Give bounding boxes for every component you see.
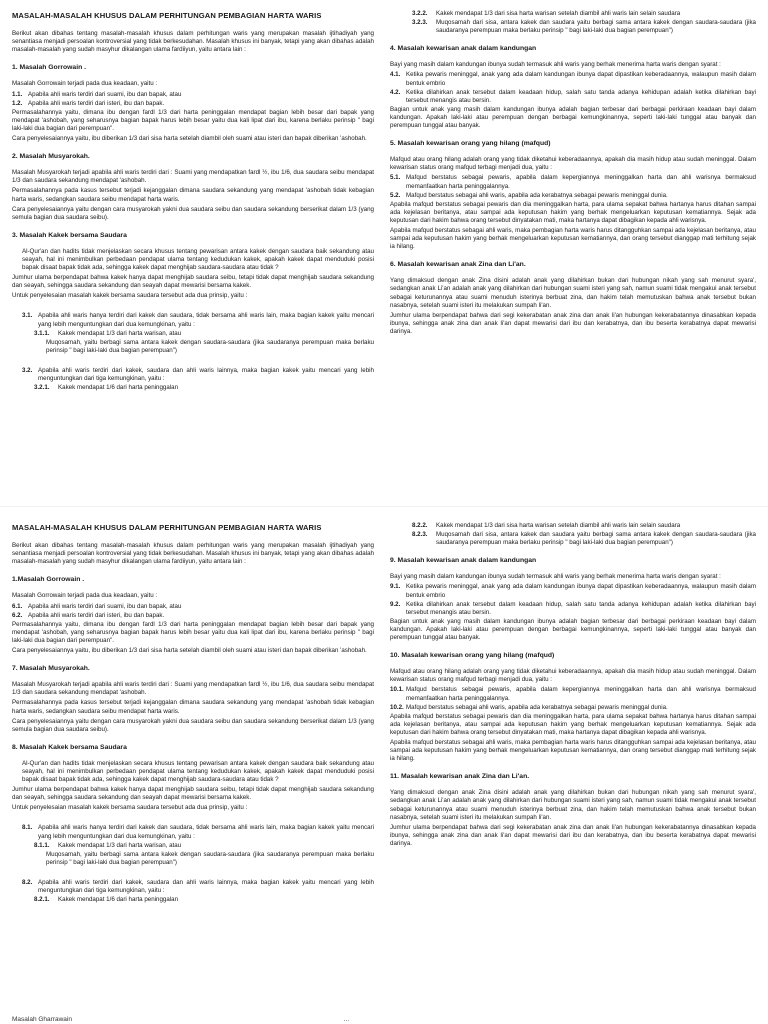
musyarokah-body: Permasalahannya pada kasus tersebut terjadi kejanggalan dimana saudara sekandung yang mendapat 'ashobah tidak kebagian harta waris, sedangkan saudara seibu mendapat harta waris. bbox=[12, 699, 374, 715]
list-text: Mafqud berstatus sebagai ahli waris, apabila ada kerabatnya sebagai pewaris meninggal dunia. bbox=[406, 703, 668, 711]
list-item bbox=[12, 100, 374, 108]
gorrowain-lead: Masalah Gorrowain terjadi pada dua keadaan, yaitu : bbox=[12, 80, 158, 88]
list-marker: 4.1. bbox=[390, 71, 401, 79]
list-item bbox=[12, 842, 374, 850]
kakek-b311b: Muqosamah, yaitu berbagi sama antara kakek dengan saudara-saudara (jika saudaranya perempuan maka berlaku perinsip " bagi laki-laki dua bagian perempuan") bbox=[46, 850, 374, 866]
list-item bbox=[12, 824, 374, 840]
mafqud-body2: Apabila mafqud berstatus sebagai ahli waris, maka pembagian harta waris harus ditangguhkan sampai ada kejelasan beritanya, atau sampai ada keputusan hakim yang berhak mengeluarkan keputusan kematiannya, dan orang tersebut dianggap mati terhitung sejak ia hilang. bbox=[390, 226, 756, 251]
list-text: Kakek mendapat 1/6 dari harta peninggalan bbox=[58, 896, 179, 904]
list-text: Mafqud berstatus sebagai pewaris, apabila dalam kepergiannya meninggalkan harta dan ahli warisnya bermaksud memanfaatkan harta peninggalannya. bbox=[406, 686, 756, 702]
list-item bbox=[390, 522, 756, 530]
list-marker: 8.2.1. bbox=[34, 896, 50, 904]
list-item bbox=[390, 583, 756, 599]
list-text: Apabila ahli waris terdiri dari suami, ibu dan bapak, atau bbox=[28, 602, 182, 610]
list-marker: 3.2. bbox=[22, 366, 33, 374]
list-text: Ketika dilahirkan anak tersebut dalam keadaan hidup, salah satu tanda adanya kehidupan adalah ketika dilahirkan bayi tersebut menangis atau bersin. bbox=[406, 600, 756, 616]
list-text: Ketika pewaris meninggal, anak yang ada dalam kandungan ibunya dapat dipastikan keberadaannya, walaupun masih dalam bentuk embrio bbox=[406, 583, 756, 599]
gorrowain-cara: Cara penyelesaiannya yaitu, ibu diberikan 1/3 dari sisa harta setelah diambil oleh suami atau isteri dan bapak diberikan 'ashobah. bbox=[12, 135, 367, 143]
footer-right-text: ... bbox=[343, 1016, 350, 1023]
kakek-b311b: Muqosamah, yaitu berbagi sama antara kakek dengan saudara-saudara (jika saudaranya perempuan maka berlaku perinsip " bagi laki-laki dua bagian perempuan") bbox=[46, 338, 374, 354]
list-marker: 4.2. bbox=[390, 88, 401, 96]
list-text: Apabila ahli waris hanya terdiri dari kakek dan saudara, tidak bersama ahli waris lain, maka bagian kakek yaitu mencari yang lebih menguntungkan dari dua kemungkinan, yaitu : bbox=[38, 312, 374, 328]
list-item bbox=[390, 71, 756, 87]
list-text: Apabila ahli waris terdiri dari isteri, ibu dan bapak. bbox=[28, 611, 165, 619]
footer-left-text: Masalah Gharrawain bbox=[12, 1016, 72, 1023]
list-item bbox=[390, 704, 756, 712]
section-heading-gorrowain: 1.Masalah Gorrowain . bbox=[12, 576, 85, 584]
musyarokah-lead: Masalah Musyarokah terjadi apabila ahli waris terdiri dari : Suami yang mendapatkan fardl ½, ibu 1/6, dua saudara seibu mendapat 1/3 dan saudara sekandung mendapat 'ashobah. bbox=[12, 681, 374, 697]
list-marker: 8.2.3. bbox=[412, 531, 428, 539]
list-text: Apabila ahli waris terdiri dari kakek, saudara dan ahli waris lainnya, maka bagian kakek yaitu mencari yang lebih menguntungkan dari tiga kemungkinan, yaitu : bbox=[38, 878, 374, 894]
list-item bbox=[12, 367, 374, 383]
left-column bbox=[12, 512, 374, 905]
footer bbox=[12, 1016, 756, 1023]
list-text: Kakek mendapat 1/3 dari sisa harta warisan setelah diambil ahli waris lain selain saudara bbox=[436, 522, 681, 529]
mafqud-body1: Apabila mafqud berstatus sebagai pewaris dan dia meninggalkan harta, para ulama sepakat bahwa hartanya harus ditahan sampai ada kejelasan beritanya, atau sampai ada keputusan hakim yang berhak mengeluarkan keputusan kematiannya. Sejak ada keputusan dari hakim bahwa orang tersebut dinyatakan mati, maka hartanya dapat dibagikan kepada ahli warisnya. bbox=[390, 712, 756, 736]
list-item bbox=[390, 601, 756, 617]
kandungan-lead: Bayi yang masih dalam kandungan ibunya sudah termasuk ahli waris yang berhak menerima harta waris dengan syarat : bbox=[390, 573, 721, 581]
mafqud-body1: Apabila mafqud berstatus sebagai pewaris dan dia meninggalkan harta, para ulama sepakat bahwa hartanya harus ditahan sampai ada kejelasan beritanya, atau sampai ada keputusan hakim yang berhak mengeluarkan keputusan kematiannya. Sejak ada keputusan dari hakim bahwa orang tersebut dinyatakan mati, maka hartanya dapat dibagikan kepada ahli warisnya. bbox=[390, 200, 756, 224]
list-marker: 3.2.2. bbox=[412, 10, 428, 17]
list-marker: 8.1. bbox=[22, 824, 33, 832]
list-item bbox=[12, 384, 374, 392]
list-marker: 8.1.1. bbox=[34, 841, 50, 849]
section-heading-mafqud: 10. Masalah kewarisan orang yang hilang (mafqud) bbox=[390, 652, 555, 660]
list-marker: 5.1. bbox=[390, 174, 401, 182]
section-heading-gorrowain: 1. Masalah Gorrowain . bbox=[12, 64, 87, 72]
right-column bbox=[390, 0, 756, 338]
list-text: Mafqud berstatus sebagai ahli waris, apabila ada kerabatnya sebagai pewaris meninggal dunia. bbox=[406, 191, 668, 199]
section-heading-zina: 11. Masalah kewarisan anak Zina dan Li'an. bbox=[390, 773, 530, 781]
left-column bbox=[12, 0, 374, 393]
kakek-lead: Al-Qur'an dan hadits tidak menjelaskan secara khusus tentang pewarisan antara kakek dengan saudara baik sekandung atau seayah, hal ini menimbulkan perbedaan pendapat ulama tentang kedudukan kakek, apakah kakek dapat menduduki posisi bapak disaat bapak tidak ada, sehingga kakek dapat menghijab saudara-saudara atau tidak ? bbox=[22, 247, 374, 272]
list-item bbox=[12, 896, 374, 904]
document-page-1 bbox=[0, 0, 768, 500]
list-marker: 9.2. bbox=[390, 600, 401, 608]
gorrowain-cara: Cara penyelesaiannya yaitu, ibu diberikan 1/3 dari sisa harta setelah diambil oleh suami atau isteri dan bapak diberikan 'ashobah. bbox=[12, 647, 367, 655]
list-marker: 3.1.1. bbox=[34, 329, 50, 337]
list-marker: 6.1. bbox=[12, 602, 23, 610]
page-divider bbox=[0, 506, 768, 507]
list-marker: 3.1. bbox=[22, 312, 33, 320]
list-item bbox=[12, 312, 374, 328]
intro-paragraph: Berikut akan dibahas tentang masalah-masalah khusus dalam perhitungan waris yang merupakan masalah ijtihadiyah yang senantiasa menjadi persoalan kontroversial yang tidak berkesudahan. Masalah khusus ini banyak, tetapi yang akan dibahas adalah masalah-masalah yang sudah masyhur dikalangan ulama fardiiyun, yaitu antara lain : bbox=[12, 30, 374, 54]
kakek-untuk: Untuk penyelesaian masalah kakek bersama saudara tersebut ada dua prinsip, yaitu : bbox=[12, 292, 248, 300]
kandungan-body: Bagian untuk anak yang masih dalam kandungan ibunya adalah bagian terbesar dari berbagai perkiraan keadaan bayi dalam kandungan. Apakah laki-laki atau perempuan dengan berbagai kemungkinannya, seperti laki-laki tunggal atau banyak dan perempuan tunggal atau banyak. bbox=[390, 105, 756, 130]
list-marker: 10.1. bbox=[390, 686, 404, 694]
list-item bbox=[390, 174, 756, 190]
page-title: MASALAH-MASALAH KHUSUS DALAM PERHITUNGAN PEMBAGIAN HARTA WARIS bbox=[12, 11, 322, 20]
section-heading-zina: 6. Masalah kewarisan anak Zina dan Li'an. bbox=[390, 261, 526, 269]
list-text: Kakek mendapat 1/3 dari sisa harta warisan setelah diambil ahli waris lain selain saudara bbox=[436, 10, 681, 17]
section-heading-kakek: 8. Masalah Kakek bersama Saudara bbox=[12, 743, 127, 751]
list-item bbox=[12, 91, 374, 99]
list-marker: 3.2.1. bbox=[34, 384, 50, 392]
list-marker: 5.2. bbox=[390, 191, 401, 199]
list-text: Kakek mendapat 1/3 dari harta warisan, atau bbox=[58, 841, 182, 849]
kakek-lead: Al-Qur'an dan hadits tidak menjelaskan secara khusus tentang pewarisan antara kakek dengan saudara baik sekandung atau seayah, hal ini menimbulkan perbedaan pendapat ulama tentang kedudukan kakek, apakah kakek dapat menduduki posisi bapak disaat bapak tidak ada, sehingga kakek dapat menghijab saudara-saudara atau tidak ? bbox=[22, 759, 374, 784]
zina-body: Jumhur ulama berpendapat bahwa dari segi kekerabatan anak zina dan anak li'an hubungan kekerabatannya dinasabkan kepada ibunya, sehingga anak zina dan anak li'an dapat mewarisi dari ibu dan kerabatnya, dan ibu beserta kerabatnya dapat mewarisi darinya. bbox=[390, 311, 756, 335]
list-text: Ketika dilahirkan anak tersebut dalam keadaan hidup, salah satu tanda adanya kehidupan adalah ketika dilahirkan bayi tersebut menangis atau bersin. bbox=[406, 88, 756, 104]
list-marker: 8.2.2. bbox=[412, 522, 428, 529]
list-item bbox=[390, 686, 756, 702]
section-heading-musyarokah: 7. Masalah Musyarokah. bbox=[12, 665, 90, 673]
list-text: Apabila ahli waris hanya terdiri dari kakek dan saudara, tidak bersama ahli waris lain, maka bagian kakek yaitu mencari yang lebih menguntungkan dari dua kemungkinan, yaitu : bbox=[38, 824, 374, 840]
list-marker: 9.1. bbox=[390, 583, 401, 591]
list-text: Muqosamah dari sisa, antara kakek dan saudara yaitu berbagi sama antara kakek dengan saudara-saudara (jika saudaranya perempuan maka berlaku perinsip " bagi laki-laki dua bagian perempuan") bbox=[436, 531, 756, 547]
intro-paragraph: Berikut akan dibahas tentang masalah-masalah khusus dalam perhitungan waris yang merupakan masalah ijtihadiyah yang senantiasa menjadi persoalan kontroversial yang tidak berkesudahan. Masalah khusus ini banyak, tetapi yang akan dibahas adalah masalah-masalah yang sudah masyhur dikalangan ulama fardiiyun, yaitu antara lain : bbox=[12, 542, 374, 566]
list-item bbox=[390, 531, 756, 547]
list-item bbox=[12, 603, 374, 611]
list-marker: 8.2. bbox=[22, 878, 33, 886]
list-marker: 1.2. bbox=[12, 99, 23, 107]
page-title: MASALAH-MASALAH KHUSUS DALAM PERHITUNGAN PEMBAGIAN HARTA WARIS bbox=[12, 523, 322, 532]
gorrowain-body: Permasalahannya yaitu, dimana ibu dengan fardl 1/3 dari harta peninggalan mendapat bagian lebih besar dari bapak yang mendapat 'ashobah, yang seharusnya bagian bapak harus lebih besar yaitu dua kali lipat dari ibu, karena berlaku perinsip " bagi laki-laki dua bagian dari perempuan". bbox=[12, 620, 374, 644]
list-text: Muqosamah dari sisa, antara kakek dan saudara yaitu berbagi sama antara kakek dengan saudara-saudara (jika saudaranya perempuan maka berlaku perinsip " bagi laki-laki dua bagian perempuan") bbox=[436, 19, 756, 35]
section-heading-kandungan: 9. Masalah kewarisan anak dalam kandungan bbox=[390, 557, 537, 565]
gorrowain-body: Permasalahannya yaitu, dimana ibu dengan fardl 1/3 dari harta peninggalan mendapat bagian lebih besar dari bapak yang mendapat 'ashobah, yang seharusnya bagian bapak harus lebih besar yaitu dua kali lipat dari ibu, karena berlaku perinsip " bagi laki-laki dua bagian dari perempuan". bbox=[12, 108, 374, 132]
list-text: Kakek mendapat 1/6 dari harta peninggalan bbox=[58, 384, 179, 392]
list-text: Apabila ahli waris terdiri dari suami, ibu dan bapak, atau bbox=[28, 90, 182, 98]
gorrowain-lead: Masalah Gorrowain terjadi pada dua keadaan, yaitu : bbox=[12, 592, 158, 600]
musyarokah-body: Permasalahannya pada kasus tersebut terjadi kejanggalan dimana saudara sekandung yang mendapat 'ashobah tidak kebagian harta waris, sedangkan saudara seibu mendapat harta waris. bbox=[12, 187, 374, 203]
section-heading-musyarokah: 2. Masalah Musyarokah. bbox=[12, 153, 90, 161]
musyarokah-cara: Cara penyelesaiannya yaitu dengan cara musyarokah yakni dua saudara seibu dan saudara sekandung berserikat dalam 1/3 (yang semula bagian dua saudara seibu). bbox=[12, 205, 374, 221]
mafqud-lead: Mafqud atau orang hilang adalah orang yang tidak diketahui keberadaannya, apakah dia masih hidup atau sudah meninggal. Dalam kewarisan status orang mafqud terbagi menjadi dua, yaitu : bbox=[390, 668, 756, 684]
section-heading-kakek: 3. Masalah Kakek bersama Saudara bbox=[12, 231, 127, 239]
list-item bbox=[390, 89, 756, 105]
list-marker: 6.2. bbox=[12, 611, 23, 619]
right-column bbox=[390, 512, 756, 850]
document-page-2 bbox=[0, 512, 768, 1012]
list-text: Mafqud berstatus sebagai pewaris, apabila dalam kepergiannya meninggalkan harta dan ahli warisnya bermaksud memanfaatkan harta peninggalannya. bbox=[406, 174, 756, 190]
section-heading-mafqud: 5. Masalah kewarisan orang yang hilang (mafqud) bbox=[390, 140, 551, 148]
list-item bbox=[390, 19, 756, 35]
list-item bbox=[390, 10, 756, 18]
list-text: Ketika pewaris meninggal, anak yang ada dalam kandungan ibunya dapat dipastikan keberadaannya, walaupun masih dalam bentuk embrio bbox=[406, 71, 756, 87]
mafqud-lead: Mafqud atau orang hilang adalah orang yang tidak diketahui keberadaannya, apakah dia masih hidup atau sudah meninggal. Dalam kewarisan status orang mafqud terbagi menjadi dua, yaitu : bbox=[390, 156, 756, 172]
section-heading-kandungan: 4. Masalah kewarisan anak dalam kandungan bbox=[390, 45, 537, 53]
list-item bbox=[12, 330, 374, 338]
list-text: Kakek mendapat 1/3 dari harta warisan, atau bbox=[58, 329, 182, 337]
zina-body: Jumhur ulama berpendapat bahwa dari segi kekerabatan anak zina dan anak li'an hubungan kekerabatannya dinasabkan kepada ibunya, sehingga anak zina dan anak li'an dapat mewarisi dari ibu dan kerabatnya, dan ibu beserta kerabatnya dapat mewarisi darinya. bbox=[390, 823, 756, 847]
list-marker: 10.2. bbox=[390, 703, 404, 711]
list-text: Apabila ahli waris terdiri dari kakek, saudara dan ahli waris lainnya, maka bagian kakek yaitu mencari yang lebih menguntungkan dari tiga kemungkinan, yaitu : bbox=[38, 366, 374, 382]
list-item bbox=[12, 612, 374, 620]
zina-lead: Yang dimaksud dengan anak Zina disini adalah anak yang dilahirkan bukan dari hubungan nikah yang sah menurut syara', sedangkan anak Li'an adalah anak yang dilahirkan dari hubungan suami isteri yang sah, namun suami tidak mengakui anak tersebut sebagai keturunannya atau suami menuduh isterinya berbuat zina, dan hakim telah memutuskan bahwa anak tersebut bukan nasabnya, setelah suami isteri itu melakukan sumpah li'an. bbox=[390, 277, 756, 309]
list-item bbox=[12, 879, 374, 895]
kakek-jumhur: Jumhur ulama berpendapat bahwa kakek hanya dapat menghijab saudara seibu, tetapi tidak dapat menghijab saudara sekandung dan seayah, sehingga saudara sekandung dan seayah dapat mewarisi bersama kakek. bbox=[12, 274, 374, 290]
list-marker: 1.1. bbox=[12, 90, 23, 98]
kandungan-lead: Bayi yang masih dalam kandungan ibunya sudah termasuk ahli waris yang berhak menerima harta waris dengan syarat : bbox=[390, 61, 721, 69]
musyarokah-lead: Masalah Musyarokah terjadi apabila ahli waris terdiri dari : Suami yang mendapatkan fardl ½, ibu 1/6, dua saudara seibu mendapat 1/3 dan saudara sekandung mendapat 'ashobah. bbox=[12, 169, 374, 185]
kakek-jumhur: Jumhur ulama berpendapat bahwa kakek hanya dapat menghijab saudara seibu, tetapi tidak dapat menghijab saudara sekandung dan seayah, sehingga saudara sekandung dan seayah dapat mewarisi bersama kakek. bbox=[12, 786, 374, 802]
mafqud-body2: Apabila mafqud berstatus sebagai ahli waris, maka pembagian harta waris harus ditangguhkan sampai ada kejelasan beritanya, atau sampai ada keputusan hakim yang berhak mengeluarkan keputusan kematiannya, dan orang tersebut dianggap mati terhitung sejak ia hilang. bbox=[390, 738, 756, 763]
kakek-untuk: Untuk penyelesaian masalah kakek bersama saudara tersebut ada dua prinsip, yaitu : bbox=[12, 804, 248, 812]
list-marker: 3.2.3. bbox=[412, 19, 428, 27]
zina-lead: Yang dimaksud dengan anak Zina disini adalah anak yang dilahirkan bukan dari hubungan nikah yang sah menurut syara', sedangkan anak Li'an adalah anak yang dilahirkan dari hubungan suami isteri yang sah, namun suami tidak mengakui anak tersebut sebagai keturunannya atau suami menuduh isterinya berbuat zina, dan hakim telah memutuskan bahwa anak tersebut bukan nasabnya, setelah suami isteri itu melakukan sumpah li'an. bbox=[390, 789, 756, 821]
list-text: Apabila ahli waris terdiri dari isteri, ibu dan bapak. bbox=[28, 99, 165, 107]
list-item bbox=[390, 192, 756, 200]
kandungan-body: Bagian untuk anak yang masih dalam kandungan ibunya adalah bagian terbesar dari berbagai perkiraan keadaan bayi dalam kandungan. Apakah laki-laki atau perempuan dengan berbagai kemungkinannya, seperti laki-laki tunggal atau banyak dan perempuan tunggal atau banyak. bbox=[390, 617, 756, 642]
musyarokah-cara: Cara penyelesaiannya yaitu dengan cara musyarokah yakni dua saudara seibu dan saudara sekandung berserikat dalam 1/3 (yang semula bagian dua saudara seibu). bbox=[12, 717, 374, 733]
